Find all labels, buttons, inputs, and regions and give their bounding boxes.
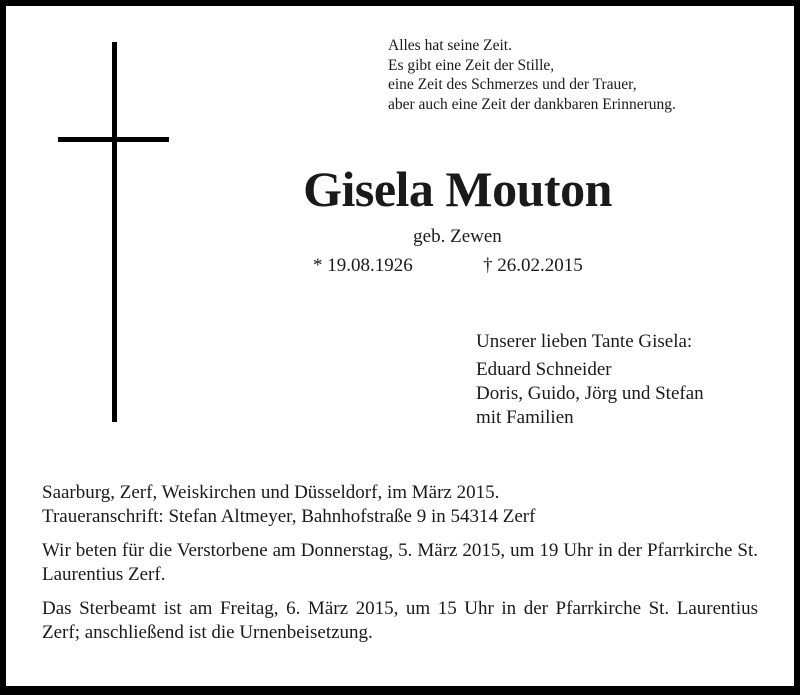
requiem-info: Das Sterbeamt ist am Freitag, 6. März 2015, um 15 Uhr in der Pfarrkirche St. Laurentius Zerf; anschließend ist die Urnenbeisetzung.: [42, 598, 758, 643]
mourner-name: Doris, Guido, Jörg und Stefan: [476, 383, 704, 404]
place-date: Saarburg, Zerf, Weiskirchen und Düsseldorf, im März 2015.: [42, 482, 500, 503]
death-date: † 26.02.2015: [483, 255, 583, 276]
mourning-address: Traueranschrift: Stefan Altmeyer, Bahnhofstraße 9 in 54314 Zerf: [42, 505, 536, 527]
mourner-name: Eduard Schneider: [476, 359, 612, 380]
mourner-name: mit Familien: [476, 407, 574, 428]
quote-line: Alles hat seine Zeit.: [388, 37, 512, 54]
memorial-quote: [388, 36, 676, 115]
birth-name: geb. Zewen: [413, 226, 502, 247]
birth-date: * 19.08.1926: [313, 255, 413, 276]
quote-line: aber auch eine Zeit der dankbaren Erinnerung.: [388, 96, 676, 114]
quote-line: eine Zeit des Schmerzes und der Trauer,: [388, 76, 637, 94]
cross-horizontal-bar: [58, 137, 169, 142]
notice-details: [42, 481, 758, 655]
quote-line: Es gibt eine Zeit der Stille,: [388, 56, 555, 74]
deceased-name: Gisela Mouton: [303, 161, 612, 217]
prayer-info: Wir beten für die Verstorbene am Donnerstag, 5. März 2015, um 19 Uhr in der Pfarrkirche St. Laurentius Zerf.: [42, 540, 758, 585]
mourners-block: [476, 330, 704, 430]
mourners-heading: Unserer lieben Tante Gisela:: [476, 331, 693, 352]
